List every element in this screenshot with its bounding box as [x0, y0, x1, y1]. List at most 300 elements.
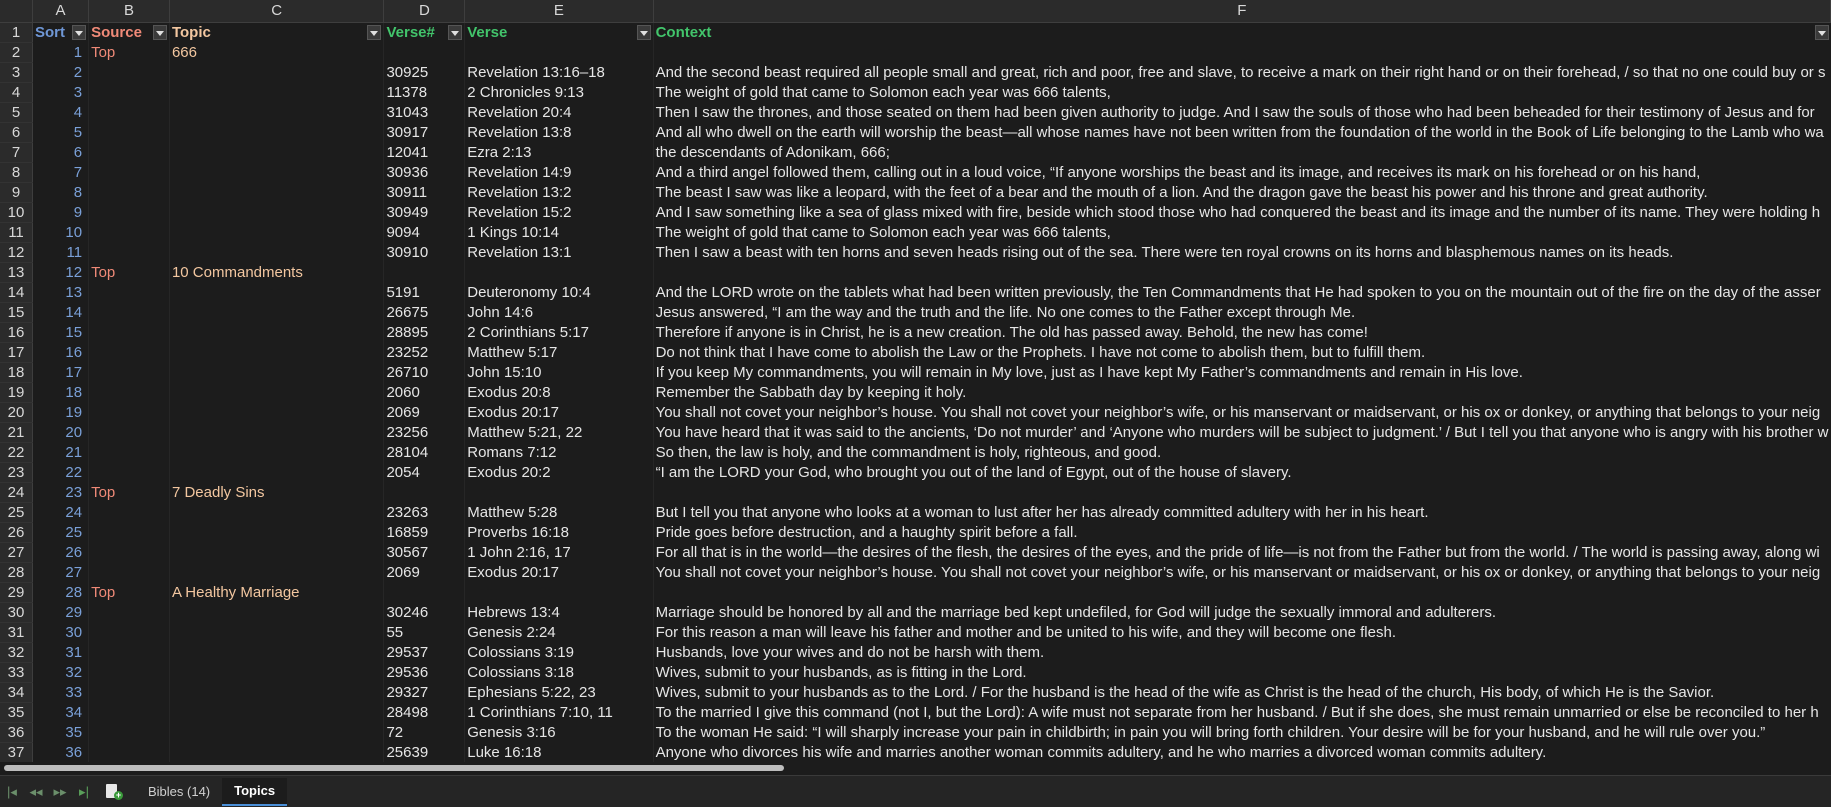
- table-row: [0, 63, 1831, 83]
- context-cell[interactable]: And all who dwell on the earth will worship the beast—all whose names have not been written from the foundation of the world in the Book of Life belonging to the Lamb who wa: [653, 123, 1830, 143]
- sort-cell[interactable]: 18: [33, 383, 89, 403]
- row-header[interactable]: 22: [0, 443, 33, 463]
- filter-dropdown-icon[interactable]: [72, 25, 86, 40]
- source-cell[interactable]: [89, 543, 170, 563]
- col-header-a[interactable]: A: [33, 0, 89, 23]
- context-cell[interactable]: Jesus answered, “I am the way and the truth and the life. No one comes to the Father except through Me.: [653, 303, 1830, 323]
- verse-cell[interactable]: Deuteronomy 10:4: [465, 283, 653, 303]
- topic-cell[interactable]: [169, 63, 384, 83]
- row-header[interactable]: 1: [0, 23, 33, 43]
- verse-cell[interactable]: [465, 483, 653, 503]
- scrollbar-thumb[interactable]: [4, 765, 784, 771]
- add-sheet-icon[interactable]: +: [104, 783, 124, 801]
- verse-cell[interactable]: 1 John 2:16, 17: [465, 543, 653, 563]
- verse-cell[interactable]: Colossians 3:18: [465, 663, 653, 683]
- context-cell[interactable]: For this reason a man will leave his father and mother and be united to his wife, and they will become one flesh.: [653, 623, 1830, 643]
- row-header[interactable]: 2: [0, 43, 33, 63]
- topic-cell[interactable]: [169, 543, 384, 563]
- context-cell[interactable]: [653, 583, 1830, 603]
- source-cell[interactable]: [89, 123, 170, 143]
- verse-num-cell[interactable]: 25639: [384, 743, 465, 763]
- topic-cell[interactable]: [169, 503, 384, 523]
- verse-num-cell[interactable]: 30911: [384, 183, 465, 203]
- source-cell[interactable]: [89, 503, 170, 523]
- context-cell[interactable]: For all that is in the world—the desires of the flesh, the desires of the eyes, and the pride of life—is not from the Father but from the world. / The world is passing away, along wi: [653, 543, 1830, 563]
- context-cell[interactable]: Pride goes before destruction, and a haughty spirit before a fall.: [653, 523, 1830, 543]
- col-header-c[interactable]: C: [169, 0, 384, 23]
- topic-cell[interactable]: [169, 423, 384, 443]
- verse-num-cell[interactable]: 30917: [384, 123, 465, 143]
- verse-num-cell[interactable]: 72: [384, 723, 465, 743]
- row-header[interactable]: 20: [0, 403, 33, 423]
- sort-cell[interactable]: 32: [33, 663, 89, 683]
- verse-cell[interactable]: 2 Corinthians 5:17: [465, 323, 653, 343]
- topic-cell[interactable]: [169, 443, 384, 463]
- verse-cell[interactable]: Romans 7:12: [465, 443, 653, 463]
- sort-cell[interactable]: 15: [33, 323, 89, 343]
- last-sheet-icon[interactable]: ▸|: [79, 783, 89, 799]
- source-cell[interactable]: [89, 443, 170, 463]
- verse-num-cell[interactable]: [384, 483, 465, 503]
- context-cell[interactable]: Wives, submit to your husbands as to the Lord. / For the husband is the head of the wife as Christ is the head of the church, His body, of which He is the Savior.: [653, 683, 1830, 703]
- verse-cell[interactable]: Matthew 5:28: [465, 503, 653, 523]
- filter-dropdown-icon[interactable]: [448, 25, 462, 40]
- header-cell-source[interactable]: [89, 23, 170, 43]
- verse-cell[interactable]: 1 Kings 10:14: [465, 223, 653, 243]
- row-header[interactable]: 27: [0, 543, 33, 563]
- context-cell[interactable]: And the second beast required all people small and great, rich and poor, free and slave, to receive a mark on their right hand or on their forehead, / so that no one could buy or s: [653, 63, 1830, 83]
- verse-cell[interactable]: [465, 583, 653, 603]
- table-row: [0, 663, 1831, 683]
- col-header-f[interactable]: F: [653, 0, 1830, 23]
- source-cell[interactable]: [89, 623, 170, 643]
- source-cell[interactable]: [89, 63, 170, 83]
- topic-cell[interactable]: 7 Deadly Sins: [169, 483, 384, 503]
- context-cell[interactable]: [653, 263, 1830, 283]
- context-cell[interactable]: If you keep My commandments, you will remain in My love, just as I have kept My Father’s commandments and remain in His love.: [653, 363, 1830, 383]
- verse-num-cell[interactable]: [384, 263, 465, 283]
- row-header[interactable]: 34: [0, 683, 33, 703]
- row-header[interactable]: 37: [0, 743, 33, 763]
- topic-cell[interactable]: [169, 283, 384, 303]
- verse-cell[interactable]: 1 Corinthians 7:10, 11: [465, 703, 653, 723]
- row-header[interactable]: 28: [0, 563, 33, 583]
- verse-num-cell[interactable]: 9094: [384, 223, 465, 243]
- verse-cell[interactable]: Genesis 2:24: [465, 623, 653, 643]
- topic-cell[interactable]: [169, 83, 384, 103]
- prev-sheet-icon[interactable]: ◂◂: [29, 783, 43, 799]
- sort-cell[interactable]: 36: [33, 743, 89, 763]
- topic-cell[interactable]: [169, 243, 384, 263]
- context-cell[interactable]: And a third angel followed them, calling out in a loud voice, “If anyone worships the beast and its image, and receives its mark on his forehead or on his hand,: [653, 163, 1830, 183]
- sort-cell[interactable]: 17: [33, 363, 89, 383]
- row-header[interactable]: 7: [0, 143, 33, 163]
- header-source-label: Source: [91, 24, 142, 42]
- verse-num-cell[interactable]: 16859: [384, 523, 465, 543]
- row-header[interactable]: 31: [0, 623, 33, 643]
- context-cell[interactable]: [653, 43, 1830, 63]
- row-header[interactable]: 17: [0, 343, 33, 363]
- verse-cell[interactable]: Exodus 20:17: [465, 403, 653, 423]
- context-cell[interactable]: You have heard that it was said to the ancients, ‘Do not murder’ and ‘Anyone who murders will be subject to judgment.’ / But I tell you that anyone who is angry with his brother w: [653, 423, 1830, 443]
- horizontal-scrollbar[interactable]: [0, 762, 1831, 774]
- row-header[interactable]: 5: [0, 103, 33, 123]
- source-cell[interactable]: [89, 163, 170, 183]
- filter-dropdown-icon[interactable]: [1815, 25, 1829, 40]
- source-cell[interactable]: [89, 363, 170, 383]
- verse-num-cell[interactable]: 23256: [384, 423, 465, 443]
- topic-cell[interactable]: [169, 383, 384, 403]
- row-header[interactable]: 10: [0, 203, 33, 223]
- verse-num-cell[interactable]: [384, 583, 465, 603]
- filter-dropdown-icon[interactable]: [637, 25, 651, 40]
- table-row: [0, 143, 1831, 163]
- verse-cell[interactable]: 2 Chronicles 9:13: [465, 83, 653, 103]
- filter-dropdown-icon[interactable]: [153, 25, 167, 40]
- verse-num-cell[interactable]: 28895: [384, 323, 465, 343]
- sort-cell[interactable]: 13: [33, 283, 89, 303]
- sort-cell[interactable]: 21: [33, 443, 89, 463]
- source-cell[interactable]: [89, 603, 170, 623]
- sort-cell[interactable]: 14: [33, 303, 89, 323]
- verse-num-cell[interactable]: 2069: [384, 563, 465, 583]
- topic-cell[interactable]: [169, 363, 384, 383]
- table-row: [0, 383, 1831, 403]
- verse-num-cell[interactable]: 2054: [384, 463, 465, 483]
- source-cell[interactable]: Top: [89, 263, 170, 283]
- context-cell[interactable]: Marriage should be honored by all and the marriage bed kept undefiled, for God will judge the sexually immoral and adulterers.: [653, 603, 1830, 623]
- row-header[interactable]: 15: [0, 303, 33, 323]
- verse-cell[interactable]: Luke 16:18: [465, 743, 653, 763]
- row-header[interactable]: 26: [0, 523, 33, 543]
- verse-num-cell[interactable]: 12041: [384, 143, 465, 163]
- topic-cell[interactable]: [169, 723, 384, 743]
- verse-num-cell[interactable]: 30567: [384, 543, 465, 563]
- tab-topics[interactable]: Topics: [222, 778, 287, 806]
- sort-cell[interactable]: 9: [33, 203, 89, 223]
- source-cell[interactable]: [89, 223, 170, 243]
- row-header[interactable]: 8: [0, 163, 33, 183]
- topic-cell[interactable]: [169, 223, 384, 243]
- verse-cell[interactable]: John 14:6: [465, 303, 653, 323]
- row-header[interactable]: 36: [0, 723, 33, 743]
- row-header[interactable]: 16: [0, 323, 33, 343]
- sort-cell[interactable]: 23: [33, 483, 89, 503]
- table-row: [0, 303, 1831, 323]
- verse-num-cell[interactable]: 30936: [384, 163, 465, 183]
- verse-cell[interactable]: Revelation 14:9: [465, 163, 653, 183]
- row-header[interactable]: 24: [0, 483, 33, 503]
- row-header[interactable]: 19: [0, 383, 33, 403]
- verse-cell[interactable]: Matthew 5:21, 22: [465, 423, 653, 443]
- sort-cell[interactable]: 27: [33, 563, 89, 583]
- sort-cell[interactable]: 22: [33, 463, 89, 483]
- context-cell[interactable]: “I am the LORD your God, who brought you out of the land of Egypt, out of the house of slavery.: [653, 463, 1830, 483]
- verse-cell[interactable]: [465, 263, 653, 283]
- source-cell[interactable]: [89, 343, 170, 363]
- verse-cell[interactable]: Revelation 13:2: [465, 183, 653, 203]
- sort-cell[interactable]: 7: [33, 163, 89, 183]
- context-cell[interactable]: To the married I give this command (not I, but the Lord): A wife must not separate from her husband. / But if she does, she must remain unmarried or else be reconciled to her h: [653, 703, 1830, 723]
- source-cell[interactable]: [89, 423, 170, 443]
- context-cell[interactable]: Then I saw a beast with ten horns and seven heads rising out of the sea. There were ten royal crowns on its horns and blasphemous names on its heads.: [653, 243, 1830, 263]
- source-cell[interactable]: Top: [89, 583, 170, 603]
- context-cell[interactable]: But I tell you that anyone who looks at a woman to lust after her has already committed adultery with her in his heart.: [653, 503, 1830, 523]
- context-cell[interactable]: The beast I saw was like a leopard, with the feet of a bear and the mouth of a lion. And the dragon gave the beast his power and his throne and great authority.: [653, 183, 1830, 203]
- verse-num-cell[interactable]: 31043: [384, 103, 465, 123]
- next-sheet-icon[interactable]: ▸▸: [53, 783, 67, 799]
- verse-num-cell[interactable]: 29536: [384, 663, 465, 683]
- header-verse-num-label: Verse#: [386, 24, 435, 42]
- sort-cell[interactable]: 20: [33, 423, 89, 443]
- row-header[interactable]: 29: [0, 583, 33, 603]
- context-cell[interactable]: To the woman He said: “I will sharply increase your pain in childbirth; in pain you will bring forth children. Your desire will be for your husband, and he will rule over you.”: [653, 723, 1830, 743]
- select-all-corner[interactable]: [0, 0, 33, 23]
- source-cell[interactable]: [89, 523, 170, 543]
- row-header[interactable]: 11: [0, 223, 33, 243]
- verse-cell[interactable]: Genesis 3:16: [465, 723, 653, 743]
- topic-cell[interactable]: [169, 103, 384, 123]
- topic-cell[interactable]: [169, 463, 384, 483]
- topic-cell[interactable]: A Healthy Marriage: [169, 583, 384, 603]
- source-cell[interactable]: [89, 383, 170, 403]
- row-header[interactable]: 25: [0, 503, 33, 523]
- verse-num-cell[interactable]: 30949: [384, 203, 465, 223]
- table-row: [0, 563, 1831, 583]
- table-row: [0, 263, 1831, 283]
- topic-cell[interactable]: [169, 663, 384, 683]
- sort-cell[interactable]: 1: [33, 43, 89, 63]
- topic-cell[interactable]: [169, 683, 384, 703]
- verse-num-cell[interactable]: 26710: [384, 363, 465, 383]
- source-cell[interactable]: [89, 143, 170, 163]
- header-topic-label: Topic: [171, 24, 211, 42]
- verse-num-cell[interactable]: 2060: [384, 383, 465, 403]
- header-cell-verse[interactable]: [465, 23, 653, 43]
- sort-cell[interactable]: 26: [33, 543, 89, 563]
- context-cell[interactable]: Then I saw the thrones, and those seated on them had been given authority to judge. And I saw the souls of those who had been beheaded for their testimony of Jesus and for: [653, 103, 1830, 123]
- topic-cell[interactable]: [169, 183, 384, 203]
- source-cell[interactable]: [89, 203, 170, 223]
- verse-cell[interactable]: Colossians 3:19: [465, 643, 653, 663]
- table-row: [0, 363, 1831, 383]
- verse-num-cell[interactable]: 23263: [384, 503, 465, 523]
- context-cell[interactable]: So then, the law is holy, and the commandment is holy, righteous, and good.: [653, 443, 1830, 463]
- verse-num-cell[interactable]: 11378: [384, 83, 465, 103]
- verse-num-cell[interactable]: 5191: [384, 283, 465, 303]
- topic-cell[interactable]: [169, 203, 384, 223]
- topic-cell[interactable]: [169, 523, 384, 543]
- verse-num-cell[interactable]: 55: [384, 623, 465, 643]
- source-cell[interactable]: [89, 103, 170, 123]
- context-cell[interactable]: And I saw something like a sea of glass mixed with fire, beside which stood those who had conquered the beast and its image and the number of its name. They were holding h: [653, 203, 1830, 223]
- tab-bibles[interactable]: Bibles (14): [148, 783, 211, 799]
- sort-cell[interactable]: 24: [33, 503, 89, 523]
- verse-num-cell[interactable]: [384, 43, 465, 63]
- row-header[interactable]: 21: [0, 423, 33, 443]
- topic-cell[interactable]: [169, 743, 384, 763]
- row-header[interactable]: 13: [0, 263, 33, 283]
- verse-cell[interactable]: Revelation 13:8: [465, 123, 653, 143]
- context-cell[interactable]: You shall not covet your neighbor’s house. You shall not covet your neighbor’s wife, or his manservant or maidservant, or his ox or donkey, or anything that belongs to your neig: [653, 563, 1830, 583]
- topic-cell[interactable]: [169, 343, 384, 363]
- table-row: [0, 643, 1831, 663]
- topic-cell[interactable]: [169, 303, 384, 323]
- table-row: [0, 623, 1831, 643]
- context-cell[interactable]: And the LORD wrote on the tablets what had been written previously, the Ten Commandments that He had spoken to you on the mountain out of the fire on the day of the asser: [653, 283, 1830, 303]
- sort-cell[interactable]: 33: [33, 683, 89, 703]
- row-header[interactable]: 12: [0, 243, 33, 263]
- source-cell[interactable]: [89, 683, 170, 703]
- verse-num-cell[interactable]: 2069: [384, 403, 465, 423]
- topic-cell[interactable]: [169, 623, 384, 643]
- context-cell[interactable]: Anyone who divorces his wife and marries another woman commits adultery, and he who marries a divorced woman commits adultery.: [653, 743, 1830, 763]
- context-cell[interactable]: The weight of gold that came to Solomon each year was 666 talents,: [653, 83, 1830, 103]
- context-cell[interactable]: You shall not covet your neighbor’s house. You shall not covet your neighbor’s wife, or his manservant or maidservant, or his ox or donkey, or anything that belongs to your neig: [653, 403, 1830, 423]
- header-cell-sort[interactable]: [33, 23, 89, 43]
- source-cell[interactable]: [89, 83, 170, 103]
- verse-num-cell[interactable]: 30925: [384, 63, 465, 83]
- source-cell[interactable]: [89, 323, 170, 343]
- sort-cell[interactable]: 16: [33, 343, 89, 363]
- topic-cell[interactable]: 10 Commandments: [169, 263, 384, 283]
- source-cell[interactable]: Top: [89, 43, 170, 63]
- verse-cell[interactable]: Exodus 20:17: [465, 563, 653, 583]
- header-cell-topic[interactable]: [169, 23, 384, 43]
- sort-cell[interactable]: 29: [33, 603, 89, 623]
- source-cell[interactable]: [89, 643, 170, 663]
- col-header-b[interactable]: B: [89, 0, 170, 23]
- sort-cell[interactable]: 10: [33, 223, 89, 243]
- context-cell[interactable]: Remember the Sabbath day by keeping it holy.: [653, 383, 1830, 403]
- context-cell[interactable]: the descendants of Adonikam, 666;: [653, 143, 1830, 163]
- sort-cell[interactable]: 6: [33, 143, 89, 163]
- source-cell[interactable]: [89, 463, 170, 483]
- verse-num-cell[interactable]: 30246: [384, 603, 465, 623]
- sort-cell[interactable]: 5: [33, 123, 89, 143]
- sort-cell[interactable]: 4: [33, 103, 89, 123]
- source-cell[interactable]: [89, 303, 170, 323]
- col-header-e[interactable]: E: [465, 0, 653, 23]
- topic-cell[interactable]: [169, 643, 384, 663]
- context-cell[interactable]: The weight of gold that came to Solomon each year was 666 talents,: [653, 223, 1830, 243]
- filter-dropdown-icon[interactable]: [367, 25, 381, 40]
- context-cell[interactable]: Husbands, love your wives and do not be harsh with them.: [653, 643, 1830, 663]
- row-header[interactable]: 9: [0, 183, 33, 203]
- sort-cell[interactable]: 11: [33, 243, 89, 263]
- col-header-d[interactable]: D: [384, 0, 465, 23]
- topic-cell[interactable]: [169, 163, 384, 183]
- verse-cell[interactable]: Exodus 20:8: [465, 383, 653, 403]
- row-header[interactable]: 6: [0, 123, 33, 143]
- verse-cell[interactable]: Ezra 2:13: [465, 143, 653, 163]
- header-cell-context[interactable]: [653, 23, 1830, 43]
- sort-cell[interactable]: 34: [33, 703, 89, 723]
- source-cell[interactable]: [89, 723, 170, 743]
- table-row: [0, 323, 1831, 343]
- verse-cell[interactable]: Revelation 13:1: [465, 243, 653, 263]
- table-row: [0, 243, 1831, 263]
- sort-cell[interactable]: 35: [33, 723, 89, 743]
- context-cell[interactable]: Do not think that I have come to abolish the Law or the Prophets. I have not come to abolish them, but to fulfill them.: [653, 343, 1830, 363]
- verse-num-cell[interactable]: 28104: [384, 443, 465, 463]
- row-header[interactable]: 32: [0, 643, 33, 663]
- sort-cell[interactable]: 19: [33, 403, 89, 423]
- verse-cell[interactable]: Ephesians 5:22, 23: [465, 683, 653, 703]
- sort-cell[interactable]: 8: [33, 183, 89, 203]
- first-sheet-icon[interactable]: |◂: [7, 783, 17, 799]
- sort-cell[interactable]: 2: [33, 63, 89, 83]
- verse-cell[interactable]: Revelation 13:16–18: [465, 63, 653, 83]
- row-header[interactable]: 14: [0, 283, 33, 303]
- context-cell[interactable]: Wives, submit to your husbands, as is fitting in the Lord.: [653, 663, 1830, 683]
- topic-cell[interactable]: 666: [169, 43, 384, 63]
- table-row: [0, 123, 1831, 143]
- verse-cell[interactable]: Proverbs 16:18: [465, 523, 653, 543]
- header-cell-verse-num[interactable]: [384, 23, 465, 43]
- context-cell[interactable]: [653, 483, 1830, 503]
- verse-num-cell[interactable]: 30910: [384, 243, 465, 263]
- verse-num-cell[interactable]: 29327: [384, 683, 465, 703]
- verse-cell[interactable]: Revelation 20:4: [465, 103, 653, 123]
- verse-num-cell[interactable]: 29537: [384, 643, 465, 663]
- source-cell[interactable]: [89, 563, 170, 583]
- topic-cell[interactable]: [169, 703, 384, 723]
- verse-cell[interactable]: [465, 43, 653, 63]
- row-header[interactable]: 23: [0, 463, 33, 483]
- verse-cell[interactable]: Exodus 20:2: [465, 463, 653, 483]
- source-cell[interactable]: [89, 183, 170, 203]
- source-cell[interactable]: [89, 743, 170, 763]
- sort-cell[interactable]: 30: [33, 623, 89, 643]
- row-header[interactable]: 4: [0, 83, 33, 103]
- sort-cell[interactable]: 25: [33, 523, 89, 543]
- source-cell[interactable]: Top: [89, 483, 170, 503]
- sort-cell[interactable]: 12: [33, 263, 89, 283]
- verse-cell[interactable]: Hebrews 13:4: [465, 603, 653, 623]
- topic-cell[interactable]: [169, 403, 384, 423]
- verse-num-cell[interactable]: 26675: [384, 303, 465, 323]
- source-cell[interactable]: [89, 283, 170, 303]
- topic-cell[interactable]: [169, 123, 384, 143]
- topic-cell[interactable]: [169, 143, 384, 163]
- sort-cell[interactable]: 28: [33, 583, 89, 603]
- table-row: [0, 743, 1831, 763]
- source-cell[interactable]: [89, 663, 170, 683]
- verse-cell[interactable]: John 15:10: [465, 363, 653, 383]
- row-header[interactable]: 3: [0, 63, 33, 83]
- context-cell[interactable]: Therefore if anyone is in Christ, he is a new creation. The old has passed away. Behold, the new has come!: [653, 323, 1830, 343]
- source-cell[interactable]: [89, 703, 170, 723]
- source-cell[interactable]: [89, 403, 170, 423]
- topic-cell[interactable]: [169, 603, 384, 623]
- row-header[interactable]: 18: [0, 363, 33, 383]
- row-header[interactable]: 35: [0, 703, 33, 723]
- source-cell[interactable]: [89, 243, 170, 263]
- topic-cell[interactable]: [169, 563, 384, 583]
- verse-num-cell[interactable]: 23252: [384, 343, 465, 363]
- row-header[interactable]: 30: [0, 603, 33, 623]
- verse-cell[interactable]: Matthew 5:17: [465, 343, 653, 363]
- table-row: [0, 503, 1831, 523]
- sort-cell[interactable]: 3: [33, 83, 89, 103]
- sort-cell[interactable]: 31: [33, 643, 89, 663]
- verse-num-cell[interactable]: 28498: [384, 703, 465, 723]
- topic-cell[interactable]: [169, 323, 384, 343]
- row-header[interactable]: 33: [0, 663, 33, 683]
- table-row: [0, 703, 1831, 723]
- verse-cell[interactable]: Revelation 15:2: [465, 203, 653, 223]
